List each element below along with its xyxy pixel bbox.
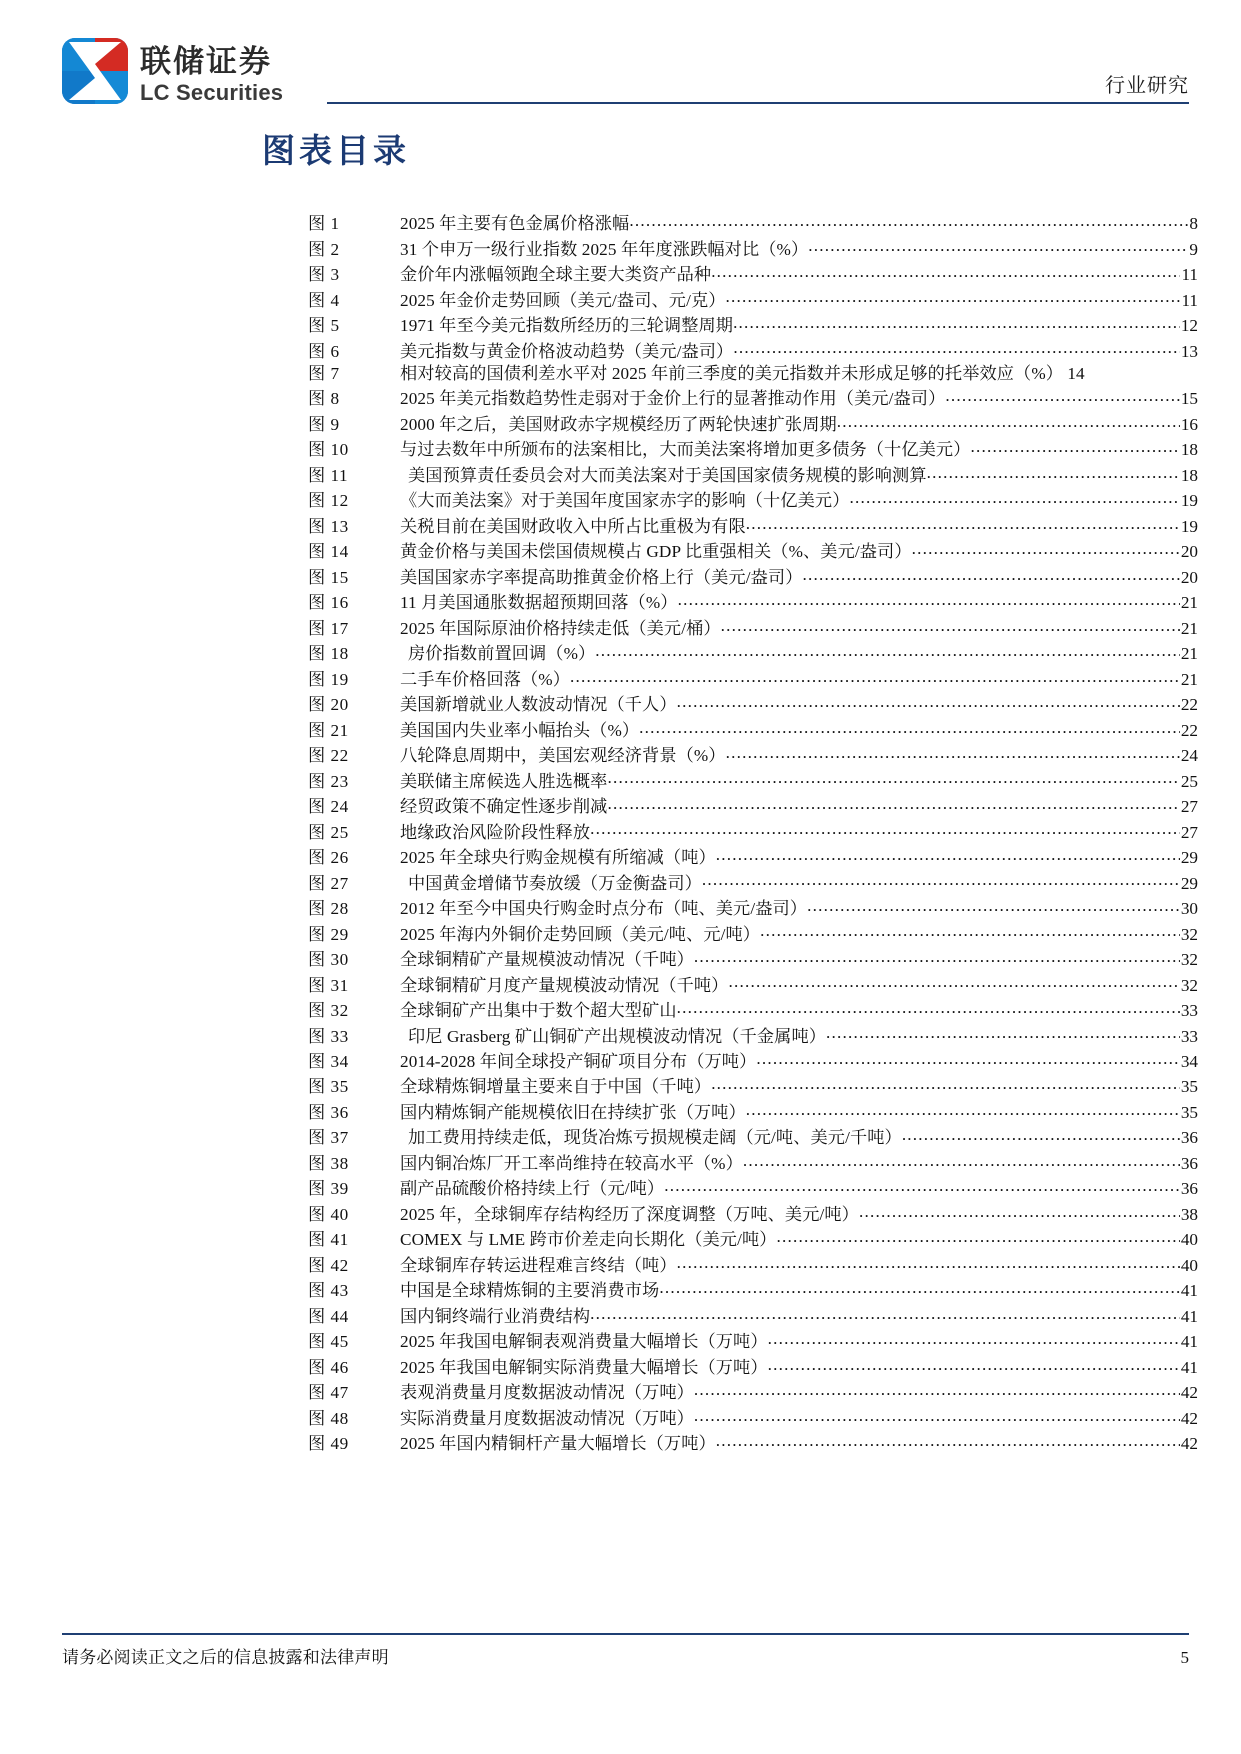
figure-entry-label: 《大而美法案》对于美国年度国家赤字的影响（十亿美元） xyxy=(400,491,850,511)
figure-entry-number: 图 42 xyxy=(308,1255,349,1275)
figure-entry-label: 全球铜精矿产量规模波动情况（千吨） xyxy=(400,950,694,970)
figure-entry[interactable] xyxy=(308,642,1198,662)
figure-entry[interactable] xyxy=(308,897,1198,917)
figure-entry-number: 图 21 xyxy=(308,720,349,740)
leader-dots xyxy=(678,591,1180,608)
leader-dots xyxy=(733,314,1180,331)
figure-entry-label: 二手车价格回落（%） xyxy=(400,669,571,689)
figure-entry-number: 图 8 xyxy=(308,389,340,409)
figure-entry-label: 房价指数前置回调（%） xyxy=(408,644,596,664)
figure-entry-page: 29 xyxy=(1180,873,1198,893)
figure-entry-label: 2025 年美元指数趋势性走弱对于金价上行的显著推动作用（美元/盎司） xyxy=(400,389,946,409)
figure-entry[interactable] xyxy=(308,489,1198,509)
leader-dots xyxy=(760,922,1180,939)
figure-entry[interactable] xyxy=(308,1075,1198,1095)
figure-entry-page: 20 xyxy=(1180,567,1198,587)
figure-entry-page: 18 xyxy=(1180,440,1198,460)
leader-dots xyxy=(677,999,1180,1016)
page-title: 图表目录 xyxy=(262,134,410,170)
leader-dots xyxy=(768,1356,1180,1373)
leader-dots xyxy=(721,617,1180,634)
figure-entry-page: 16 xyxy=(1180,414,1198,434)
figure-entry-number: 图 46 xyxy=(308,1357,349,1377)
figure-entry-page: 19 xyxy=(1180,516,1198,536)
figure-entry-page: 34 xyxy=(1180,1051,1198,1071)
brand-name-cn: 联储证券 xyxy=(140,44,272,79)
figure-entry-number: 图 23 xyxy=(308,771,349,791)
leader-dots xyxy=(849,489,1179,506)
figure-entry-label: 2000 年之后，美国财政赤字规模经历了两轮快速扩张周期 xyxy=(400,414,837,434)
page-footer xyxy=(62,1633,1189,1668)
leader-dots xyxy=(902,1126,1180,1143)
leader-dots xyxy=(728,973,1179,990)
figure-entry-label: 2014-2028 年间全球投产铜矿项目分布（万吨） xyxy=(400,1051,757,1071)
brand-text xyxy=(140,46,283,104)
footer-disclaimer: 请务必阅读正文之后的信息披露和法律声明 xyxy=(62,1648,389,1667)
leader-dots xyxy=(803,566,1180,583)
figure-entry[interactable] xyxy=(308,464,1198,484)
footer-page-number: 5 xyxy=(1180,1648,1189,1667)
leader-dots xyxy=(590,1305,1180,1322)
figure-entry-number: 图 26 xyxy=(308,848,349,868)
figure-entry-number: 图 11 xyxy=(308,465,349,485)
figure-entry-page: 29 xyxy=(1180,848,1198,868)
figure-entry-number: 图 40 xyxy=(308,1204,349,1224)
figure-entry-number: 图 49 xyxy=(308,1434,349,1454)
figure-entry-number: 图 18 xyxy=(308,644,349,664)
figure-entry[interactable] xyxy=(308,999,1198,1019)
figure-entry-label: 1971 年至今美元指数所经历的三轮调整周期 xyxy=(400,316,734,336)
figure-entry[interactable] xyxy=(308,1177,1198,1197)
figure-entry[interactable] xyxy=(308,438,1198,458)
leader-dots xyxy=(971,438,1180,455)
figure-entry[interactable] xyxy=(308,1305,1198,1325)
figure-entry[interactable] xyxy=(308,1101,1198,1121)
leader-dots xyxy=(726,744,1180,761)
figure-entry-page: 20 xyxy=(1180,542,1198,562)
figure-entry[interactable] xyxy=(308,1356,1198,1376)
leader-dots xyxy=(837,413,1180,430)
figure-entry[interactable] xyxy=(308,413,1198,433)
figure-entry-label: 地缘政治风险阶段性释放 xyxy=(400,822,591,842)
figure-entry-label: 31 个申万一级行业指数 2025 年年度涨跌幅对比（%） xyxy=(400,239,809,259)
figure-entry-label: 副产品硫酸价格持续上行（元/吨） xyxy=(400,1179,665,1199)
figure-entry-number: 图 20 xyxy=(308,695,349,715)
figure-entry-page: 32 xyxy=(1180,924,1198,944)
leader-dots xyxy=(807,897,1180,914)
figure-entry-number: 图 29 xyxy=(308,924,349,944)
figure-entry-number: 图 3 xyxy=(308,265,340,285)
figure-entry-number: 图 2 xyxy=(308,239,340,259)
figure-entry-label: 美国国家赤字率提高助推黄金价格上行（美元/盎司） xyxy=(400,567,803,587)
figure-entry-page: 25 xyxy=(1180,771,1198,791)
lc-securities-logo-icon xyxy=(62,38,128,104)
figure-entry[interactable] xyxy=(308,566,1198,586)
figure-entry[interactable] xyxy=(308,744,1198,764)
figure-entry-number: 图 19 xyxy=(308,669,349,689)
figure-entry-label: 中国黄金增储节奏放缓（万金衡盎司） xyxy=(408,873,702,893)
figure-entry-label: 2025 年，全球铜库存结构经历了深度调整（万吨、美元/吨） xyxy=(400,1204,859,1224)
figure-entry-label: 全球铜矿产出集中于数个超大型矿山 xyxy=(400,1001,677,1021)
leader-dots xyxy=(677,1254,1180,1271)
figure-entry-page: 22 xyxy=(1180,720,1198,740)
figure-entry-page: 27 xyxy=(1180,797,1198,817)
figure-entry-label: 2025 年我国电解铜表观消费量大幅增长（万吨） xyxy=(400,1332,768,1352)
leader-dots xyxy=(629,212,1188,229)
leader-dots xyxy=(711,263,1180,280)
figure-entry-page: 42 xyxy=(1180,1434,1198,1454)
figure-entry-label: 表观消费量月度数据波动情况（万吨） xyxy=(400,1383,694,1403)
figure-entry-number: 图 39 xyxy=(308,1179,349,1199)
figure-entry-number: 图 32 xyxy=(308,1001,349,1021)
figure-entry-label: 黄金价格与美国未偿国债规模占 GDP 比重强相关（%、美元/盎司） xyxy=(400,542,912,562)
leader-dots xyxy=(912,540,1180,557)
figure-entry-number: 图 36 xyxy=(308,1102,349,1122)
leader-dots xyxy=(677,693,1180,710)
figure-entry-label: 2012 年至今中国央行购金时点分布（吨、美元/盎司） xyxy=(400,899,808,919)
figure-entry[interactable] xyxy=(308,212,1198,232)
figure-entry-page: 42 xyxy=(1180,1383,1198,1403)
leader-dots xyxy=(595,642,1180,659)
figure-entry-label: 实际消费量月度数据波动情况（万吨） xyxy=(400,1408,694,1428)
figure-entry-number: 图 4 xyxy=(308,290,340,310)
figure-entry-label: 2025 年金价走势回顾（美元/盎司、元/克） xyxy=(400,290,726,310)
figure-entry-page: 11 xyxy=(1181,265,1198,285)
figure-entry-page: 11 xyxy=(1181,290,1198,310)
figure-entry-number: 图 17 xyxy=(308,618,349,638)
leader-dots xyxy=(664,1177,1180,1194)
figure-entry[interactable] xyxy=(308,973,1198,993)
figure-entry[interactable] xyxy=(308,515,1198,535)
figure-entry-number: 图 22 xyxy=(308,746,349,766)
figure-entry-number: 图 24 xyxy=(308,797,349,817)
figure-entry-label: 加工费用持续走低，现货冶炼亏损规模走阔（元/吨、美元/千吨） xyxy=(408,1128,902,1148)
figure-entry-label: 国内铜终端行业消费结构 xyxy=(400,1306,591,1326)
figure-entry-number: 图 6 xyxy=(308,341,340,361)
header-section-label: 行业研究 xyxy=(1105,75,1189,97)
figure-entry-number: 图 25 xyxy=(308,822,349,842)
figure-entry[interactable] xyxy=(308,719,1198,739)
figure-entry[interactable] xyxy=(308,693,1198,713)
leader-dots xyxy=(702,871,1180,888)
figure-list xyxy=(308,212,1198,1458)
figure-entry-page: 12 xyxy=(1180,316,1198,336)
figure-entry-label: 全球铜库存转运进程难言终结（吨） xyxy=(400,1255,677,1275)
leader-dots xyxy=(927,464,1180,481)
figure-entry-page: 32 xyxy=(1180,950,1198,970)
figure-entry[interactable] xyxy=(308,591,1198,611)
figure-entry[interactable] xyxy=(308,668,1198,688)
figure-entry-number: 图 44 xyxy=(308,1306,349,1326)
figure-entry-number: 图 31 xyxy=(308,975,349,995)
figure-entry-page: 40 xyxy=(1180,1255,1198,1275)
figure-entry[interactable] xyxy=(308,1228,1198,1248)
figure-entry-number: 图 9 xyxy=(308,414,340,434)
figure-entry[interactable] xyxy=(308,871,1198,891)
figure-entry-number: 图 5 xyxy=(308,316,340,336)
leader-dots xyxy=(716,1432,1180,1449)
figure-entry[interactable] xyxy=(308,1024,1198,1044)
figure-entry-page: 13 xyxy=(1180,341,1198,361)
figure-entry-page: 8 xyxy=(1189,214,1198,234)
figure-entry-page: 42 xyxy=(1180,1408,1198,1428)
figure-entry[interactable] xyxy=(308,1330,1198,1350)
figure-entry[interactable] xyxy=(308,795,1198,815)
brand-lockup xyxy=(62,38,283,104)
figure-entry-number: 图 7 xyxy=(308,363,340,383)
figure-entry[interactable] xyxy=(308,387,1198,407)
figure-entry-number: 图 13 xyxy=(308,516,349,536)
figure-entry[interactable] xyxy=(308,263,1198,283)
figure-entry-page: 24 xyxy=(1180,746,1198,766)
figure-entry-number: 图 14 xyxy=(308,542,349,562)
leader-dots xyxy=(733,339,1179,356)
figure-entry-page: 35 xyxy=(1180,1102,1198,1122)
leader-dots xyxy=(859,1203,1180,1220)
leader-dots xyxy=(746,1101,1180,1118)
logo-x-shape-icon xyxy=(69,42,121,100)
leader-dots xyxy=(726,288,1181,305)
figure-entry-label: 2025 年全球央行购金规模有所缩减（吨） xyxy=(400,848,716,868)
figure-entry-label: 美国预算责任委员会对大而美法案对于美国国家债务规模的影响测算 xyxy=(408,465,927,485)
figure-entry-label: 2025 年国内精铜杆产量大幅增长（万吨） xyxy=(400,1434,716,1454)
leader-dots xyxy=(746,515,1180,532)
figure-entry-page: 36 xyxy=(1180,1179,1198,1199)
leader-dots xyxy=(777,1228,1180,1245)
figure-entry[interactable] xyxy=(308,769,1198,789)
figure-entry-page: 36 xyxy=(1180,1153,1198,1173)
figure-entry[interactable] xyxy=(308,1152,1198,1172)
leader-dots xyxy=(808,237,1188,254)
figure-entry-number: 图 16 xyxy=(308,593,349,613)
figure-entry-page: 30 xyxy=(1180,899,1198,919)
figure-entry-number: 图 30 xyxy=(308,950,349,970)
leader-dots xyxy=(607,795,1179,812)
figure-entry-number: 图 12 xyxy=(308,491,349,511)
footer-divider xyxy=(62,1633,1189,1635)
figure-entry-page: 36 xyxy=(1180,1128,1198,1148)
figure-entry-label: 相对较高的国债利差水平对 2025 年前三季度的美元指数并未形成足够的托举效应（%） xyxy=(400,363,1064,383)
figure-entry-number: 图 41 xyxy=(308,1230,349,1250)
figure-entry-label: 2025 年我国电解铜实际消费量大幅增长（万吨） xyxy=(400,1357,768,1377)
leader-dots xyxy=(826,1024,1180,1041)
figure-entry[interactable] xyxy=(308,365,1198,382)
figure-entry-page: 21 xyxy=(1180,644,1198,664)
figure-entry-label: 国内铜冶炼厂开工率尚维持在较高水平（%） xyxy=(400,1153,743,1173)
figure-entry[interactable] xyxy=(308,314,1198,334)
leader-dots xyxy=(570,668,1180,685)
leader-dots xyxy=(694,1381,1180,1398)
figure-entry-number: 图 33 xyxy=(308,1026,349,1046)
figure-entry[interactable] xyxy=(308,339,1198,359)
figure-entry-page: 32 xyxy=(1180,975,1198,995)
leader-dots xyxy=(590,820,1180,837)
figure-entry[interactable] xyxy=(308,237,1198,257)
figure-entry-number: 图 48 xyxy=(308,1408,349,1428)
figure-entry-number: 图 28 xyxy=(308,899,349,919)
figure-entry-label: 美元指数与黄金价格波动趋势（美元/盎司） xyxy=(400,341,734,361)
figure-entry-number: 图 15 xyxy=(308,567,349,587)
leader-dots xyxy=(743,1152,1180,1169)
leader-dots xyxy=(607,769,1179,786)
figure-entry-label: 美国新增就业人数波动情况（千人） xyxy=(400,695,677,715)
figure-entry-page: 33 xyxy=(1180,1026,1198,1046)
figure-entry[interactable] xyxy=(308,540,1198,560)
figure-entry-label: 国内精炼铜产能规模依旧在持续扩张（万吨） xyxy=(400,1102,746,1122)
figure-entry-label: 美联储主席候选人胜选概率 xyxy=(400,771,608,791)
leader-dots xyxy=(945,387,1179,404)
figure-entry-number: 图 35 xyxy=(308,1077,349,1097)
header-divider xyxy=(327,102,1189,104)
leader-dots xyxy=(694,948,1180,965)
figure-entry-number: 图 1 xyxy=(308,214,340,234)
figure-entry-page: 41 xyxy=(1180,1306,1198,1326)
figure-entry-page: 27 xyxy=(1180,822,1198,842)
figure-entry-label: 美国国内失业率小幅抬头（%） xyxy=(400,720,640,740)
figure-entry-label: 金价年内涨幅领跑全球主要大类资产品种 xyxy=(400,265,712,285)
figure-entry-label: 全球铜精矿月度产量规模波动情况（千吨） xyxy=(400,975,729,995)
figure-entry-label: 2025 年海内外铜价走势回顾（美元/吨、元/吨） xyxy=(400,924,761,944)
figure-entry-number: 图 27 xyxy=(308,873,349,893)
leader-dots xyxy=(756,1050,1179,1067)
leader-dots xyxy=(716,846,1180,863)
figure-entry[interactable] xyxy=(308,1407,1198,1427)
figure-entry-label: 2025 年主要有色金属价格涨幅 xyxy=(400,214,630,234)
figure-entry[interactable] xyxy=(308,1126,1198,1146)
figure-entry[interactable] xyxy=(308,288,1198,308)
figure-entry-page: 9 xyxy=(1189,239,1198,259)
figure-entry[interactable] xyxy=(308,1050,1198,1070)
figure-entry-label: 中国是全球精炼铜的主要消费市场 xyxy=(400,1281,660,1301)
figure-entry[interactable] xyxy=(308,1279,1198,1299)
figure-entry-label: COMEX 与 LME 跨市价差走向长期化（美元/吨） xyxy=(400,1230,777,1250)
figure-entry[interactable] xyxy=(308,948,1198,968)
page-header xyxy=(62,38,1189,112)
figure-entry-page: 19 xyxy=(1180,491,1198,511)
figure-entry-label: 经贸政策不确定性逐步削减 xyxy=(400,797,608,817)
figure-entry-number: 图 45 xyxy=(308,1332,349,1352)
figure-entry-page: 41 xyxy=(1180,1281,1198,1301)
figure-entry[interactable] xyxy=(308,1432,1198,1452)
leader-dots xyxy=(711,1075,1180,1092)
figure-entry[interactable] xyxy=(308,846,1198,866)
figure-entry-page: 15 xyxy=(1180,389,1198,409)
figure-entry-page: 21 xyxy=(1180,593,1198,613)
figure-entry-page: 18 xyxy=(1180,465,1198,485)
figure-entry-number: 图 34 xyxy=(308,1051,349,1071)
figure-entry-page: 40 xyxy=(1180,1230,1198,1250)
figure-entry-page: 38 xyxy=(1180,1204,1198,1224)
figure-entry[interactable] xyxy=(308,820,1198,840)
figure-entry-number: 图 43 xyxy=(308,1281,349,1301)
figure-entry-page: 21 xyxy=(1180,669,1198,689)
figure-entry-page: 35 xyxy=(1180,1077,1198,1097)
figure-entry[interactable] xyxy=(308,1254,1198,1274)
figure-entry[interactable] xyxy=(308,922,1198,942)
figure-entry-number: 图 37 xyxy=(308,1128,349,1148)
figure-entry-page: 33 xyxy=(1180,1001,1198,1021)
figure-entry[interactable] xyxy=(308,1381,1198,1401)
figure-entry-page: 22 xyxy=(1180,695,1198,715)
figure-entry-label: 与过去数年中所颁布的法案相比，大而美法案将增加更多债务（十亿美元） xyxy=(400,440,971,460)
figure-entry-page: 41 xyxy=(1180,1332,1198,1352)
figure-entry-number: 图 47 xyxy=(308,1383,349,1403)
figure-entry-label: 关税目前在美国财政收入中所占比重极为有限 xyxy=(400,516,746,536)
figure-entry[interactable] xyxy=(308,1203,1198,1223)
figure-entry[interactable] xyxy=(308,617,1198,637)
figure-entry-label: 印尼 Grasberg 矿山铜矿产出规模波动情况（千金属吨） xyxy=(408,1026,827,1046)
leader-dots xyxy=(768,1330,1180,1347)
figure-entry-number: 图 10 xyxy=(308,440,349,460)
leader-dots xyxy=(659,1279,1179,1296)
leader-dots xyxy=(694,1407,1180,1424)
figure-entry-page: 21 xyxy=(1180,618,1198,638)
figure-entry-number: 图 38 xyxy=(308,1153,349,1173)
figure-entry-label: 2025 年国际原油价格持续走低（美元/桶） xyxy=(400,618,721,638)
brand-name-en: LC Securities xyxy=(140,80,284,105)
leader-dots xyxy=(639,719,1180,736)
figure-entry-page: 14 xyxy=(1067,363,1085,383)
figure-entry-label: 11 月美国通胀数据超预期回落（%） xyxy=(400,593,678,613)
figure-entry-label: 全球精炼铜增量主要来自于中国（千吨） xyxy=(400,1077,712,1097)
figure-entry-label: 八轮降息周期中，美国宏观经济背景（%） xyxy=(400,746,726,766)
figure-entry-page: 41 xyxy=(1180,1357,1198,1377)
